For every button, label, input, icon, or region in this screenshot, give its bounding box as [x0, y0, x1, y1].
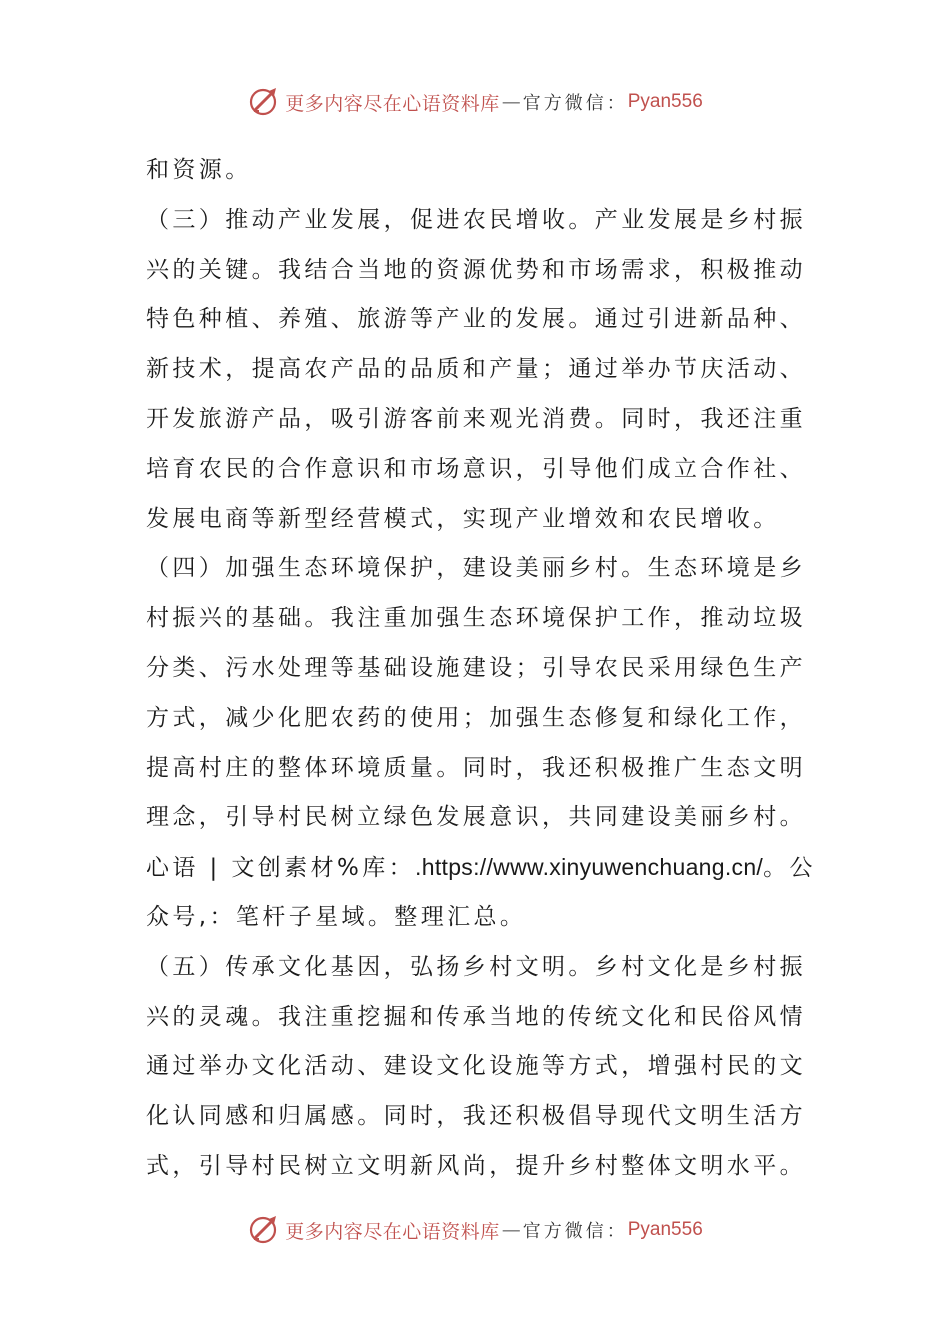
- banner-wechat-id: Pyan556: [627, 91, 703, 112]
- paragraph-line: 发展电商等新型经营模式，实现产业增效和农民增收。: [146, 505, 780, 532]
- paragraph-line: 新技术，提高农产品的品质和产量；通过举办节庆活动、: [146, 356, 806, 383]
- banner-official-label: 官方微信：: [522, 93, 628, 114]
- paragraph-line: 通过举办文化活动、建设文化设施等方式，增强村民的文: [146, 1053, 806, 1080]
- paragraph-line: （四）加强生态环境保护，建设美丽乡村。生态环境是乡: [146, 555, 806, 582]
- footer-banner: [0, 1210, 950, 1250]
- paragraph-line: 分类、污水处理等基础设施建设；引导农民采用绿色生产: [146, 654, 806, 681]
- pen-logo-icon: [247, 1213, 281, 1247]
- paragraph-line: （三）推动产业发展，促进农民增收。产业发展是乡村振: [146, 206, 806, 233]
- paragraph-line: 村振兴的基础。我注重加强生态环境保护工作，推动垃圾: [146, 605, 806, 632]
- paragraph-line: 兴的灵魂。我注重挖掘和传承当地的传统文化和民俗风情: [146, 1003, 806, 1030]
- banner-brand-text: 更多内容尽在心语资料库: [285, 1220, 500, 1243]
- paragraph-line: 提高村庄的整体环境质量。同时，我还积极推广生态文明: [146, 754, 806, 781]
- paragraph-line: 培育农民的合作意识和市场意识，引导他们成立合作社、: [146, 455, 806, 482]
- ad-url-link[interactable]: .https://www.xinyuwenchuang.cn/: [415, 854, 764, 881]
- ad-line-2: 众号,：笔杆子星域。整理汇总。: [146, 903, 527, 930]
- banner-wechat-id: Pyan556: [627, 1219, 703, 1240]
- paragraph-line: 式，引导村民树立文明新风尚，提升乡村整体文明水平。: [146, 1152, 806, 1179]
- header-banner: [0, 82, 950, 122]
- paragraph-line: 化认同感和归属感。同时，我还积极倡导现代文明生活方: [146, 1103, 806, 1130]
- paragraph-line: 理念，引导村民树立绿色发展意识，共同建设美丽乡村。: [146, 804, 806, 831]
- ad-prefix: 心语 | 文创素材%库：: [146, 855, 416, 882]
- ad-line: [146, 843, 816, 893]
- pen-logo-icon: [247, 85, 281, 119]
- banner-dash: —: [501, 1219, 521, 1241]
- paragraph-line: 特色种植、养殖、旅游等产业的发展。通过引进新品种、: [146, 306, 806, 333]
- document-body: [146, 146, 816, 1192]
- ad-suffix: 。公: [763, 855, 816, 882]
- paragraph-line: 和资源。: [146, 157, 252, 183]
- banner-brand-text: 更多内容尽在心语资料库: [285, 92, 500, 115]
- banner-official-label: 官方微信：: [522, 1221, 628, 1242]
- paragraph-line: 开发旅游产品，吸引游客前来观光消费。同时，我还注重: [146, 405, 806, 432]
- paragraph-line: 方式，减少化肥农药的使用；加强生态修复和绿化工作，: [146, 704, 806, 731]
- paragraph-line: 兴的关键。我结合当地的资源优势和市场需求，积极推动: [146, 256, 806, 283]
- paragraph-line: （五）传承文化基因，弘扬乡村文明。乡村文化是乡村振: [146, 953, 806, 980]
- banner-dash: —: [501, 91, 521, 113]
